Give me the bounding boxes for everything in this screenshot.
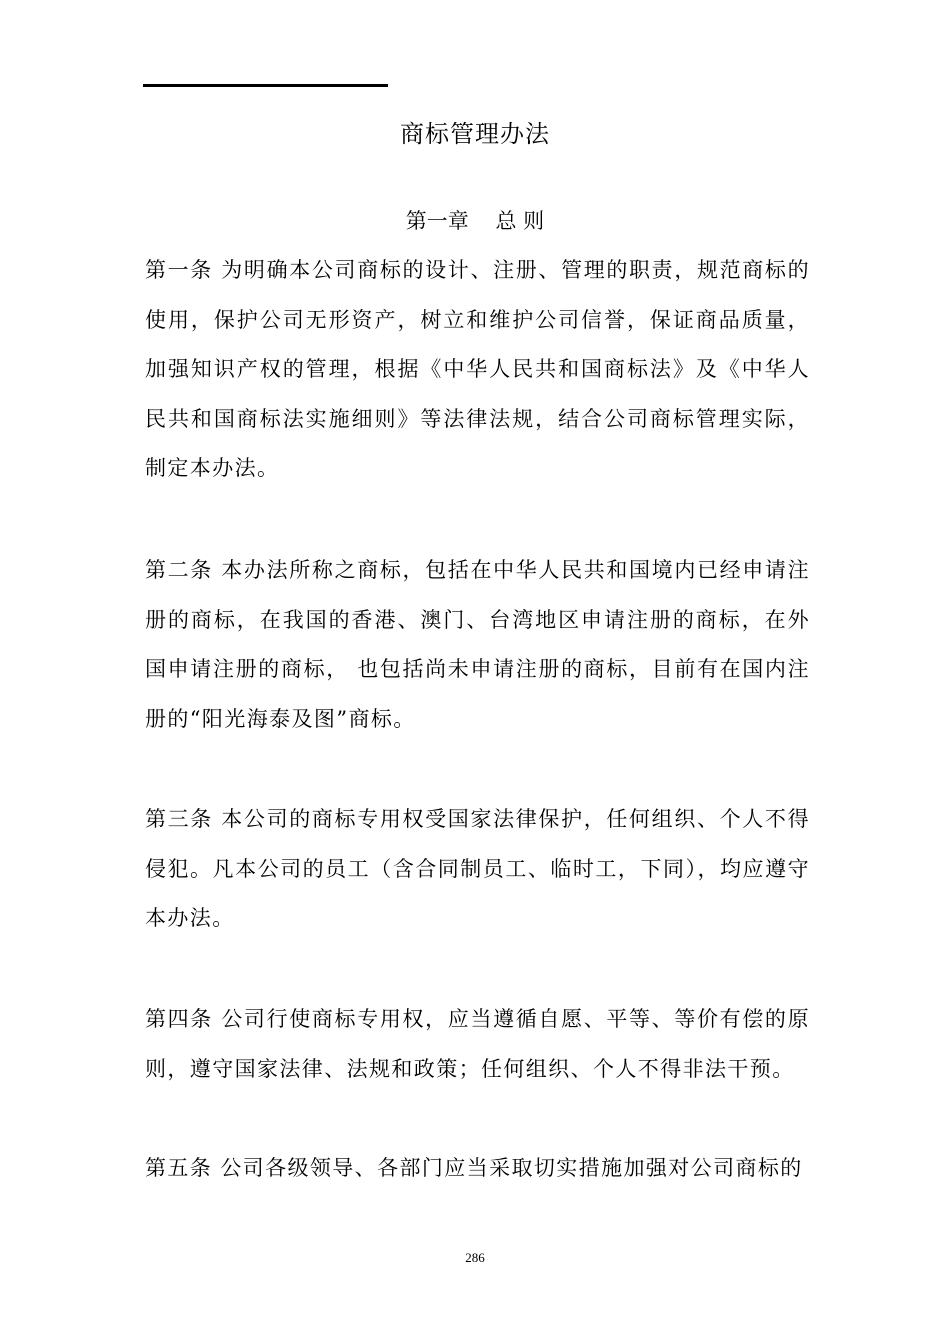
article-1: 第一条 为明确本公司商标的设计、注册、管理的职责，规范商标的使用，保护公司无形资产，树立和维护公司信誉，保证商品质量，加强知识产权的管理，根据《中华人民共和国商标法》及《中华人民共和国商标法实施细则》等法律法规，结合公司商标管理实际，制定本办法。 (145, 258, 810, 480)
page-number: 286 (465, 1250, 485, 1265)
article-4: 第四条 公司行使商标专用权，应当遵循自愿、平等、等价有偿的原则，遵守国家法律、法规和政策；任何组织、个人不得非法干预。 (145, 1007, 810, 1081)
header-rule (143, 84, 388, 87)
document-title: 商标管理办法 (400, 120, 550, 148)
article-2: 第二条 本办法所称之商标，包括在中华人民共和国境内已经申请注册的商标，在我国的香港、澳门、台湾地区申请注册的商标，在外国申请注册的商标， 也包括尚未申请注册的商标，目前有在国内注册的“阳光海泰及图”商标。 (145, 558, 810, 731)
article-3: 第三条 本公司的商标专用权受国家法律保护，任何组织、个人不得侵犯。凡本公司的员工（含合同制员工、临时工，下同），均应遵守本办法。 (145, 807, 810, 930)
chapter-heading: 第一章 总 则 (405, 209, 545, 233)
article-5: 第五条 公司各级领导、各部门应当采取切实措施加强对公司商标的 (145, 1156, 803, 1180)
